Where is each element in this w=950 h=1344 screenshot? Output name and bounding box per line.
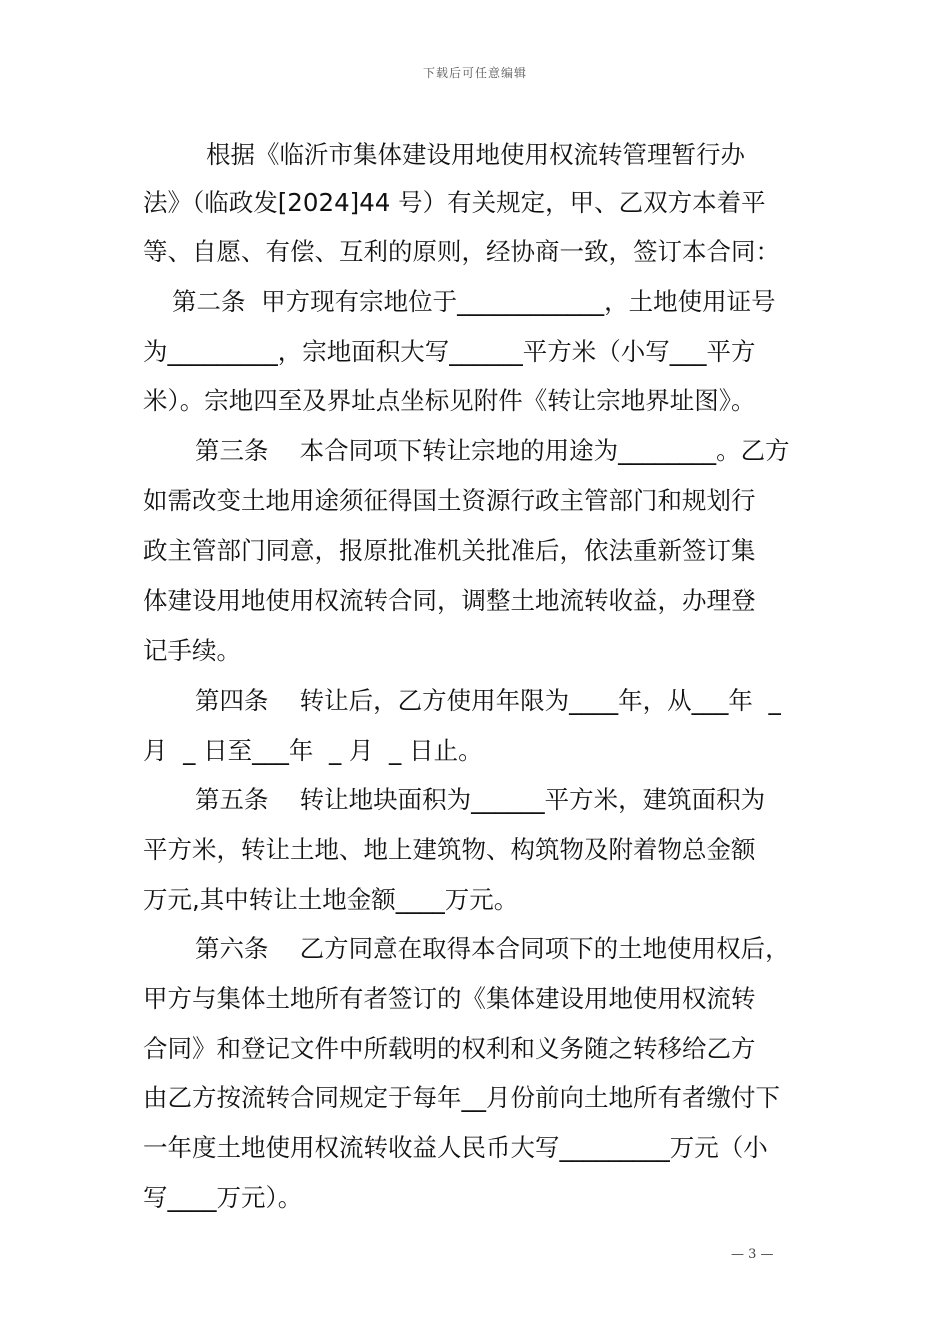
contract-line: 平方米，转让土地、地上建筑物、构筑物及附着物总金额 bbox=[143, 835, 756, 864]
contract-line: 根据《临沂市集体建设用地使用权流转管理暂行办 bbox=[206, 140, 745, 169]
article-3-line: 第三条 本合同项下转让宗地的用途为________。乙方 bbox=[195, 436, 790, 465]
contract-line: 法》（临政发[2024]44 号）有关规定，甲、乙双方本着平 bbox=[143, 188, 766, 217]
contract-line: 甲方与集体土地所有者签订的《集体建设用地使用权流转 bbox=[143, 984, 756, 1013]
contract-line: 米）。宗地四至及界址点坐标见附件《转让宗地界址图》。 bbox=[143, 386, 756, 415]
contract-line: 等、自愿、有偿、互利的原则，经协商一致，签订本合同： bbox=[143, 237, 780, 266]
contract-line: 体建设用地使用权流转合同，调整土地流转收益，办理登 bbox=[143, 586, 756, 615]
contract-line: 如需改变土地用途须征得国土资源行政主管部门和规划行 bbox=[143, 486, 756, 515]
contract-line: 万元,其中转让土地金额____万元。 bbox=[143, 885, 519, 914]
contract-line: 为_________，宗地面积大写______平方米（小写___平方 bbox=[143, 337, 756, 366]
page-number: — 3 — bbox=[731, 1247, 774, 1262]
article-5-line: 第五条 转让地块面积为______平方米，建筑面积为 bbox=[195, 785, 766, 814]
contract-line: 政主管部门同意，报原批准机关批准后，依法重新签订集 bbox=[143, 536, 756, 565]
page-header: 下载后可任意编辑 bbox=[422, 66, 527, 80]
article-2-line: 第二条 甲方现有宗地位于____________，土地使用证号 bbox=[172, 287, 776, 316]
article-6-line: 第六条 乙方同意在取得本合同项下的土地使用权后， bbox=[195, 934, 790, 963]
contract-line: 一年度土地使用权流转收益人民币大写_________万元（小 bbox=[143, 1133, 768, 1162]
article-4-line: 第四条 转让后，乙方使用年限为____年，从___年 _ bbox=[195, 686, 781, 715]
contract-line: 记手续。 bbox=[143, 636, 241, 665]
contract-line: 月 _ 日至___年 _ 月 _ 日止。 bbox=[143, 736, 483, 765]
contract-line: 合同》和登记文件中所载明的权利和义务随之转移给乙方 bbox=[143, 1034, 756, 1063]
contract-line: 由乙方按流转合同规定于每年__月份前向土地所有者缴付下 bbox=[143, 1083, 780, 1112]
contract-line: 写____万元）。 bbox=[143, 1183, 303, 1212]
